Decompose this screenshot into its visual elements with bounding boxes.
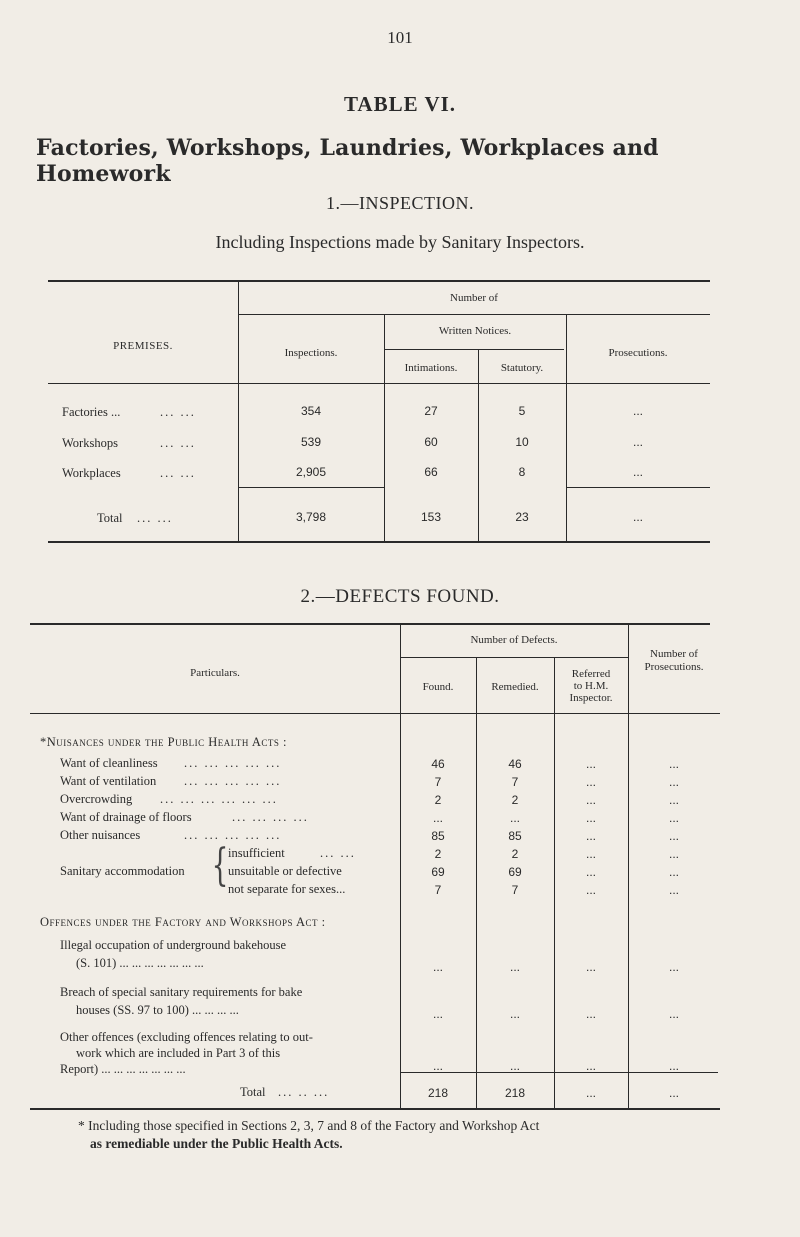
cell-remedied: ... <box>509 1059 520 1073</box>
section-subheading-inspection: Including Inspections made by Sanitary Inspectors. <box>215 232 585 252</box>
row-label: Want of drainage of floors <box>60 810 192 824</box>
row-label: Total <box>240 1085 266 1099</box>
cell-remedied: 2 <box>511 847 519 861</box>
cell-prosecutions: ... <box>668 865 679 879</box>
table-rule <box>30 623 710 625</box>
cell-statutory: 5 <box>518 404 526 418</box>
cell-remedied: 2 <box>511 793 519 807</box>
cell-remedied: 7 <box>511 883 519 897</box>
cell-statutory: 8 <box>518 465 526 479</box>
cell-prosecutions: ... <box>668 775 679 789</box>
header-referred-line: Referred <box>571 668 611 680</box>
footnote-continuation: as remediable under the Public Health Acts. <box>90 1136 343 1151</box>
header-remedied: Remedied. <box>491 681 539 693</box>
table-rule <box>48 280 710 282</box>
cell-found: 7 <box>434 883 442 897</box>
row-label: Overcrowding <box>60 792 133 806</box>
footnote: * Including those specified in Sections 2, 3, 7 and 8 of the Factory and Workshop Act <box>78 1118 540 1133</box>
header-premises: PREMISES. <box>113 340 173 352</box>
cell-referred: ... <box>585 865 596 879</box>
cell-prosecutions: ... <box>632 404 643 418</box>
cell-prosecutions: ... <box>668 811 679 825</box>
cell-referred: ... <box>585 1007 596 1021</box>
cell-found: 2 <box>434 793 442 807</box>
cell-prosecutions: ... <box>632 510 643 524</box>
header-prosecutions-line: Number of <box>650 648 698 660</box>
cell-found: 2 <box>434 847 442 861</box>
leader-dots: ... ... ... ... ... <box>184 756 282 770</box>
row-label: Other nuisances <box>60 828 141 842</box>
cell-found: 46 <box>431 757 445 771</box>
row-label-line: Other offences (excluding offences relating to out- <box>60 1030 313 1044</box>
table-rule <box>30 713 720 714</box>
cell-found: ... <box>432 960 443 974</box>
row-label: Factories ... <box>62 405 121 419</box>
table-rule <box>48 541 710 543</box>
cell-prosecutions: ... <box>668 757 679 771</box>
cell-referred: ... <box>585 883 596 897</box>
cell-inspections: 354 <box>300 404 322 418</box>
cell-remedied: 85 <box>508 829 522 843</box>
cell-remedied: 69 <box>508 865 522 879</box>
row-label: Workplaces <box>62 466 121 480</box>
cell-referred: ... <box>585 829 596 843</box>
row-label-line: work which are included in Part 3 of this <box>76 1046 281 1060</box>
leader-dots: ... .. ... <box>278 1085 330 1099</box>
cell-referred: ... <box>585 811 596 825</box>
cell-prosecutions: ... <box>668 1059 679 1073</box>
cell-found: ... <box>432 1007 443 1021</box>
row-label-line: Report) ... ... ... ... ... ... ... <box>60 1062 186 1076</box>
main-title: Factories, Workshops, Laundries, Workplaces and Homework <box>36 135 659 187</box>
header-number-of: Number of <box>450 292 498 304</box>
table-rule <box>30 1108 720 1110</box>
leader-dots: ... ... ... ... ... <box>184 774 282 788</box>
section-heading-defects: 2.—DEFECTS FOUND. <box>300 586 500 607</box>
cell-referred: ... <box>585 847 596 861</box>
cell-prosecutions: ... <box>632 435 643 449</box>
cell-intimations: 66 <box>424 465 438 479</box>
leader-dots: ... ... <box>160 436 196 450</box>
header-statutory: Statutory. <box>500 362 544 374</box>
leader-dots: ... ... ... ... <box>232 810 309 824</box>
cell-intimations: 27 <box>424 404 438 418</box>
leader-dots: ... ... ... ... ... <box>184 828 282 842</box>
leader-dots: ... ... ... ... ... ... <box>160 792 278 806</box>
cell-remedied: ... <box>509 960 520 974</box>
cell-intimations: 153 <box>420 510 442 524</box>
cell-prosecutions: ... <box>668 793 679 807</box>
table-title: TABLE VI. <box>343 92 457 116</box>
cell-referred: ... <box>585 960 596 974</box>
group-heading-nuisances: *Nuisances under the Public Health Acts : <box>40 735 287 749</box>
header-referred <box>554 668 628 704</box>
table-rule <box>238 314 710 315</box>
header-found: Found. <box>422 681 454 693</box>
cell-remedied: 218 <box>504 1086 526 1100</box>
row-label: Want of cleanliness <box>60 756 158 770</box>
table-rule <box>400 657 628 658</box>
cell-referred: ... <box>585 775 596 789</box>
header-prosecutions-line: Prosecutions. <box>644 661 704 673</box>
cell-found: ... <box>432 1059 443 1073</box>
header-inspections: Inspections. <box>284 347 338 359</box>
cell-remedied: ... <box>509 1007 520 1021</box>
cell-found: 69 <box>431 865 445 879</box>
table-rule <box>566 487 710 488</box>
cell-referred: ... <box>585 757 596 771</box>
header-number-of-defects: Number of Defects. <box>470 634 558 646</box>
header-referred-line: Inspector. <box>569 692 613 704</box>
page-number: 101 <box>387 28 413 47</box>
cell-found: 218 <box>427 1086 449 1100</box>
header-intimations: Intimations. <box>404 362 458 374</box>
table-rule <box>238 487 384 488</box>
cell-prosecutions: ... <box>668 829 679 843</box>
cell-inspections: 2,905 <box>295 465 327 479</box>
cell-statutory: 23 <box>515 510 529 524</box>
header-prosecutions <box>628 648 720 674</box>
row-label: unsuitable or defective <box>228 864 342 878</box>
brace-icon: { <box>211 840 229 891</box>
row-label: Want of ventilation <box>60 774 157 788</box>
table-rule <box>384 349 564 350</box>
row-label: Workshops <box>62 436 118 450</box>
header-particulars: Particulars. <box>190 667 240 679</box>
table-rule <box>48 383 710 384</box>
row-label: insufficient <box>228 846 285 860</box>
cell-found: ... <box>432 811 443 825</box>
cell-remedied: 7 <box>511 775 519 789</box>
cell-found: 7 <box>434 775 442 789</box>
cell-inspections: 3,798 <box>295 510 327 524</box>
cell-prosecutions: ... <box>668 883 679 897</box>
cell-prosecutions: ... <box>668 1086 679 1100</box>
cell-found: 85 <box>431 829 445 843</box>
cell-referred: ... <box>585 793 596 807</box>
cell-inspections: 539 <box>300 435 322 449</box>
leader-dots: ... ... <box>160 466 196 480</box>
row-label: Total <box>97 511 123 525</box>
header-written-notices: Written Notices. <box>438 325 512 337</box>
leader-dots: ... ... <box>160 405 196 419</box>
row-label-line: Breach of special sanitary requirements for bake <box>60 985 303 999</box>
row-label-line: Illegal occupation of underground bakehouse <box>60 938 287 952</box>
cell-intimations: 60 <box>424 435 438 449</box>
cell-prosecutions: ... <box>668 1007 679 1021</box>
row-label-line: houses (SS. 97 to 100) ... ... ... ... <box>76 1003 239 1017</box>
cell-remedied: 46 <box>508 757 522 771</box>
header-referred-line: to H.M. <box>573 680 609 692</box>
leader-dots: ... ... <box>137 511 173 525</box>
cell-statutory: 10 <box>515 435 529 449</box>
cell-referred: ... <box>585 1086 596 1100</box>
sanitary-accommodation-label: Sanitary accommodation <box>60 864 185 878</box>
cell-prosecutions: ... <box>668 960 679 974</box>
cell-referred: ... <box>585 1059 596 1073</box>
cell-prosecutions: ... <box>632 465 643 479</box>
leader-dots: ... ... <box>320 846 356 860</box>
group-heading-offences: Offences under the Factory and Workshops Act : <box>40 915 326 929</box>
table-rule <box>384 315 385 541</box>
cell-prosecutions: ... <box>668 847 679 861</box>
header-prosecutions: Prosecutions. <box>608 347 668 359</box>
cell-remedied: ... <box>509 811 520 825</box>
row-label: not separate for sexes... <box>228 882 346 896</box>
row-label-line: (S. 101) ... ... ... ... ... ... ... <box>76 956 204 970</box>
section-heading-inspection: 1.—INSPECTION. <box>325 193 474 213</box>
